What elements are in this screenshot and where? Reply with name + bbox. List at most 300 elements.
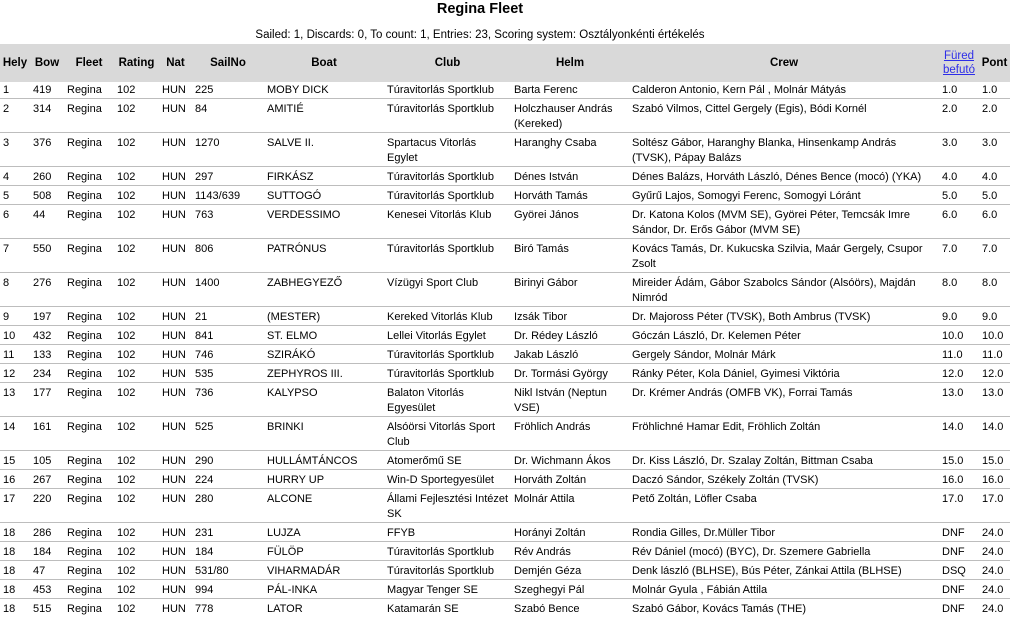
cell-nat: HUN [162, 565, 186, 577]
col-helm: Helm [511, 44, 629, 82]
cell-bow: 177 [33, 387, 52, 399]
cell-sailno: 525 [195, 421, 214, 433]
cell-race: 16.0 [942, 474, 964, 486]
cell-hely: 17 [3, 493, 16, 505]
cell-pont: 13.0 [982, 387, 1004, 399]
cell-crew: Mireider Ádám, Gábor Szabolcs Sándor (Alsóörs), Majdán Nimród [632, 277, 916, 304]
cell-helm: Dénes István [514, 171, 579, 183]
cell-pont: 2.0 [982, 103, 998, 115]
cell-rating: 102 [117, 584, 136, 596]
cell-rating: 102 [117, 493, 136, 505]
cell-race: 9.0 [942, 311, 958, 323]
cell-boat: SZIRÁKÓ [267, 349, 316, 361]
results-summary: Sailed: 1, Discards: 0, To count: 1, Entries: 23, Scoring system: Osztályonkénti értékelés [255, 29, 705, 41]
cell-nat: HUN [162, 190, 186, 202]
cell-club: Túravitorlás Sportklub [387, 546, 494, 558]
cell-bow: 508 [33, 190, 52, 202]
cell-nat: HUN [162, 103, 186, 115]
cell-race: 6.0 [942, 209, 958, 221]
cell-helm: Holczhauser András (Kereked) [514, 103, 613, 130]
cell-sailno: 778 [195, 603, 214, 615]
cell-hely: 8 [3, 277, 10, 289]
cell-crew: Calderon Antonio, Kern Pál , Molnár Mátyás [632, 84, 847, 96]
cell-pont: 8.0 [982, 277, 998, 289]
cell-crew: Dr. Majoross Péter (TVSK), Both Ambrus (TVSK) [632, 311, 871, 323]
table-row [0, 188, 1010, 205]
cell-club: Vízügyi Sport Club [387, 277, 479, 289]
cell-helm: Györei János [514, 209, 579, 221]
cell-helm: Szeghegyi Pál [514, 584, 585, 596]
col-sailno: SailNo [192, 44, 264, 82]
cell-sailno: 1270 [195, 137, 220, 149]
cell-sailno: 290 [195, 455, 214, 467]
cell-sailno: 21 [195, 311, 208, 323]
cell-club: Spartacus Vitorlás Egylet [387, 137, 477, 164]
cell-fleet: Regina [67, 84, 102, 96]
cell-bow: 432 [33, 330, 52, 342]
results-table [0, 44, 1010, 617]
cell-club: Win-D Sportegyesület [387, 474, 494, 486]
cell-hely: 18 [3, 584, 16, 596]
cell-pont: 24.0 [982, 584, 1004, 596]
cell-helm: Nikl István (Neptun VSE) [514, 387, 607, 414]
cell-pont: 14.0 [982, 421, 1004, 433]
cell-boat: BRINKI [267, 421, 304, 433]
cell-fleet: Regina [67, 584, 102, 596]
cell-nat: HUN [162, 209, 186, 221]
cell-fleet: Regina [67, 103, 102, 115]
cell-nat: HUN [162, 421, 186, 433]
cell-fleet: Regina [67, 349, 102, 361]
cell-pont: 24.0 [982, 603, 1004, 615]
cell-fleet: Regina [67, 546, 102, 558]
cell-boat: VIHARMADÁR [267, 565, 341, 577]
cell-race: DNF [942, 584, 965, 596]
col-hely: Hely [0, 44, 30, 82]
cell-bow: 419 [33, 84, 52, 96]
cell-nat: HUN [162, 311, 186, 323]
cell-nat: HUN [162, 171, 186, 183]
cell-hely: 14 [3, 421, 16, 433]
cell-rating: 102 [117, 527, 136, 539]
col-crew: Crew [629, 44, 939, 82]
cell-crew: Gyűrű Lajos, Somogyi Ferenc, Somogyi Lóránt [632, 190, 861, 202]
cell-crew: Daczó Sándor, Székely Zoltán (TVSK) [632, 474, 819, 486]
cell-boat: ALCONE [267, 493, 313, 505]
cell-sailno: 184 [195, 546, 214, 558]
cell-pont: 16.0 [982, 474, 1004, 486]
cell-club: Kenesei Vitorlás Klub [387, 209, 492, 221]
cell-race: 7.0 [942, 243, 958, 255]
cell-nat: HUN [162, 243, 186, 255]
cell-nat: HUN [162, 84, 186, 96]
cell-crew: Rév Dániel (mocó) (BYC), Dr. Szemere Gabriella [632, 546, 871, 558]
table-row [0, 525, 1010, 542]
cell-sailno: 84 [195, 103, 208, 115]
cell-pont: 24.0 [982, 546, 1004, 558]
cell-club: Alsóörsi Vitorlás Sport Club [387, 421, 496, 448]
cell-rating: 102 [117, 209, 136, 221]
cell-fleet: Regina [67, 311, 102, 323]
cell-fleet: Regina [67, 209, 102, 221]
cell-rating: 102 [117, 546, 136, 558]
cell-race: 1.0 [942, 84, 958, 96]
cell-boat: ST. ELMO [267, 330, 318, 342]
cell-boat: HURRY UP [267, 474, 325, 486]
cell-pont: 15.0 [982, 455, 1004, 467]
cell-bow: 161 [33, 421, 52, 433]
cell-race: DNF [942, 527, 965, 539]
cell-nat: HUN [162, 137, 186, 149]
cell-sailno: 1143/639 [195, 190, 241, 202]
cell-helm: Barta Ferenc [514, 84, 578, 96]
cell-race: 8.0 [942, 277, 958, 289]
cell-bow: 267 [33, 474, 52, 486]
cell-hely: 13 [3, 387, 16, 399]
cell-nat: HUN [162, 330, 186, 342]
cell-hely: 18 [3, 527, 16, 539]
cell-helm: Izsák Tibor [514, 311, 568, 323]
cell-pont: 11.0 [982, 349, 1003, 361]
cell-race: 3.0 [942, 137, 958, 149]
cell-sailno: 1400 [195, 277, 220, 289]
cell-sailno: 841 [195, 330, 214, 342]
cell-boat: PATRÓNUS [267, 243, 327, 255]
table-row [0, 101, 1010, 133]
cell-hely: 11 [3, 349, 15, 361]
table-row [0, 419, 1010, 451]
cell-club: Túravitorlás Sportklub [387, 190, 494, 202]
cell-bow: 47 [33, 565, 46, 577]
cell-bow: 550 [33, 243, 52, 255]
cell-fleet: Regina [67, 565, 102, 577]
cell-boat: FIRKÁSZ [267, 171, 314, 183]
cell-pont: 3.0 [982, 137, 998, 149]
cell-fleet: Regina [67, 171, 102, 183]
cell-hely: 18 [3, 546, 16, 558]
cell-pont: 12.0 [982, 368, 1004, 380]
cell-hely: 9 [3, 311, 10, 323]
cell-rating: 102 [117, 171, 136, 183]
cell-fleet: Regina [67, 387, 102, 399]
table-row [0, 582, 1010, 599]
table-row [0, 275, 1010, 307]
cell-helm: Fröhlich András [514, 421, 591, 433]
cell-sailno: 763 [195, 209, 214, 221]
cell-rating: 102 [117, 311, 136, 323]
cell-hely: 3 [3, 137, 10, 149]
cell-hely: 5 [3, 190, 10, 202]
cell-race: 11.0 [942, 349, 963, 361]
cell-helm: Horváth Zoltán [514, 474, 587, 486]
cell-bow: 453 [33, 584, 52, 596]
cell-bow: 105 [33, 455, 52, 467]
cell-crew: Gergely Sándor, Molnár Márk [632, 349, 776, 361]
table-row [0, 563, 1010, 580]
col-rating: Rating [114, 44, 159, 82]
table-row [0, 491, 1010, 523]
cell-fleet: Regina [67, 527, 102, 539]
col-pont: Pont [979, 44, 1010, 82]
cell-pont: 6.0 [982, 209, 998, 221]
cell-helm: Demjén Géza [514, 565, 582, 577]
cell-race: DSQ [942, 565, 966, 577]
cell-helm: Biró Tamás [514, 243, 569, 255]
cell-boat: PÁL-INKA [267, 584, 318, 596]
cell-nat: HUN [162, 474, 186, 486]
cell-nat: HUN [162, 349, 186, 361]
cell-rating: 102 [117, 387, 136, 399]
cell-crew: Szabó Gábor, Kovács Tamás (THE) [632, 603, 807, 615]
cell-helm: Molnár Attila [514, 493, 575, 505]
table-row [0, 544, 1010, 561]
cell-bow: 44 [33, 209, 46, 221]
cell-sailno: 280 [195, 493, 214, 505]
cell-sailno: 531/80 [195, 565, 229, 577]
cell-sailno: 746 [195, 349, 214, 361]
cell-rating: 102 [117, 243, 136, 255]
cell-fleet: Regina [67, 455, 102, 467]
cell-club: Atomerőmű SE [387, 455, 462, 467]
cell-helm: Szabó Bence [514, 603, 580, 615]
cell-boat: ZEPHYROS III. [267, 368, 343, 380]
cell-helm: Horányi Zoltán [514, 527, 586, 539]
cell-crew: Fröhlichné Hamar Edit, Fröhlich Zoltán [632, 421, 821, 433]
col-fleet: Fleet [64, 44, 114, 82]
cell-hely: 10 [3, 330, 16, 342]
cell-hely: 6 [3, 209, 10, 221]
page-title: Regina Fleet [436, 1, 524, 17]
cell-bow: 286 [33, 527, 52, 539]
cell-nat: HUN [162, 546, 186, 558]
results-body [0, 82, 1010, 617]
cell-rating: 102 [117, 277, 136, 289]
cell-boat: VERDESSIMO [267, 209, 341, 221]
cell-bow: 197 [33, 311, 52, 323]
cell-boat: LUJZA [267, 527, 301, 539]
cell-race: 14.0 [942, 421, 964, 433]
cell-pont: 24.0 [982, 565, 1004, 577]
cell-hely: 15 [3, 455, 16, 467]
cell-club: Túravitorlás Sportklub [387, 84, 494, 96]
cell-sailno: 224 [195, 474, 214, 486]
cell-nat: HUN [162, 527, 186, 539]
cell-crew: Dr. Krémer András (OMFB VK), Forrai Tamás [632, 387, 853, 399]
cell-fleet: Regina [67, 421, 102, 433]
table-row [0, 385, 1010, 417]
cell-helm: Birinyi Gábor [514, 277, 578, 289]
cell-hely: 7 [3, 243, 10, 255]
cell-helm: Dr. Rédey László [514, 330, 598, 342]
cell-fleet: Regina [67, 277, 102, 289]
cell-pont: 4.0 [982, 171, 998, 183]
cell-rating: 102 [117, 349, 136, 361]
cell-club: Túravitorlás Sportklub [387, 349, 494, 361]
cell-sailno: 806 [195, 243, 214, 255]
cell-fleet: Regina [67, 137, 102, 149]
cell-crew: Dénes Balázs, Horváth László, Dénes Bence (mocó) (YKA) [632, 171, 922, 183]
col-club: Club [384, 44, 511, 82]
cell-race: 2.0 [942, 103, 958, 115]
cell-crew: Ránky Péter, Kola Dániel, Gyimesi Viktória [632, 368, 840, 380]
cell-crew: Szabó Vilmos, Cittel Gergely (Egis), Bódi Kornél [632, 103, 867, 115]
cell-nat: HUN [162, 584, 186, 596]
header-row [0, 44, 1010, 82]
cell-nat: HUN [162, 603, 186, 615]
cell-rating: 102 [117, 330, 136, 342]
cell-sailno: 231 [195, 527, 214, 539]
cell-rating: 102 [117, 103, 136, 115]
cell-pont: 7.0 [982, 243, 998, 255]
col-boat: Boat [264, 44, 384, 82]
cell-helm: Rév András [514, 546, 571, 558]
cell-club: FFYB [387, 527, 416, 539]
cell-bow: 260 [33, 171, 52, 183]
cell-hely: 18 [3, 565, 16, 577]
cell-club: Állami Fejlesztési Intézet SK [387, 493, 509, 520]
cell-rating: 102 [117, 455, 136, 467]
table-row [0, 309, 1010, 326]
cell-crew: Molnár Gyula , Fábián Attila [632, 584, 768, 596]
cell-club: Túravitorlás Sportklub [387, 243, 494, 255]
cell-sailno: 994 [195, 584, 214, 596]
cell-nat: HUN [162, 368, 186, 380]
cell-bow: 133 [33, 349, 52, 361]
cell-pont: 1.0 [982, 84, 998, 96]
cell-helm: Haranghy Csaba [514, 137, 597, 149]
cell-helm: Horváth Tamás [514, 190, 588, 202]
cell-pont: 10.0 [982, 330, 1004, 342]
cell-race: DNF [942, 603, 965, 615]
cell-crew: Rondia Gilles, Dr.Müller Tibor [632, 527, 776, 539]
cell-race: DNF [942, 546, 965, 558]
cell-boat: LATOR [267, 603, 303, 615]
cell-bow: 376 [33, 137, 52, 149]
cell-race: 13.0 [942, 387, 964, 399]
cell-nat: HUN [162, 493, 186, 505]
cell-club: Túravitorlás Sportklub [387, 565, 494, 577]
cell-rating: 102 [117, 474, 136, 486]
cell-pont: 5.0 [982, 190, 998, 202]
cell-race: 12.0 [942, 368, 964, 380]
cell-boat: SALVE II. [267, 137, 314, 149]
cell-boat: ZABHEGYEZŐ [267, 277, 343, 289]
cell-hely: 16 [3, 474, 16, 486]
cell-race: 5.0 [942, 190, 958, 202]
cell-bow: 234 [33, 368, 52, 380]
cell-club: Lellei Vitorlás Egylet [387, 330, 486, 342]
cell-rating: 102 [117, 421, 136, 433]
cell-rating: 102 [117, 565, 136, 577]
cell-fleet: Regina [67, 368, 102, 380]
cell-nat: HUN [162, 455, 186, 467]
cell-race: 4.0 [942, 171, 958, 183]
col-nat: Nat [159, 44, 192, 82]
cell-fleet: Regina [67, 190, 102, 202]
table-row [0, 82, 1010, 99]
cell-club: Túravitorlás Sportklub [387, 103, 494, 115]
table-row [0, 169, 1010, 186]
cell-boat: AMITIÉ [267, 103, 304, 115]
cell-club: Kereked Vitorlás Klub [387, 311, 493, 323]
cell-bow: 515 [33, 603, 52, 615]
cell-club: Túravitorlás Sportklub [387, 171, 494, 183]
cell-club: Balaton Vitorlás Egyesület [387, 387, 464, 414]
table-row [0, 207, 1010, 239]
table-row [0, 453, 1010, 470]
cell-nat: HUN [162, 387, 186, 399]
cell-sailno: 297 [195, 171, 214, 183]
cell-fleet: Regina [67, 493, 102, 505]
cell-fleet: Regina [67, 330, 102, 342]
cell-club: Katamarán SE [387, 603, 459, 615]
cell-club: Túravitorlás Sportklub [387, 368, 494, 380]
cell-crew: Góczán László, Dr. Kelemen Péter [632, 330, 801, 342]
cell-crew: Pető Zoltán, Löfler Csaba [632, 493, 757, 505]
cell-race: 15.0 [942, 455, 964, 467]
cell-bow: 220 [33, 493, 52, 505]
cell-crew: Kovács Tamás, Dr. Kukucska Szilvia, Maár Gergely, Csupor Zsolt [632, 243, 923, 270]
cell-helm: Jakab László [514, 349, 579, 361]
cell-club: Magyar Tenger SE [387, 584, 478, 596]
table-row [0, 328, 1010, 345]
cell-rating: 102 [117, 84, 136, 96]
cell-pont: 17.0 [982, 493, 1004, 505]
cell-rating: 102 [117, 368, 136, 380]
cell-crew: Denk lászló (BLHSE), Bús Péter, Zánkai Attila (BLHSE) [632, 565, 902, 577]
cell-boat: MOBY DICK [267, 84, 329, 96]
cell-crew: Dr. Kiss László, Dr. Szalay Zoltán, Bittman Csaba [632, 455, 873, 467]
cell-sailno: 736 [195, 387, 214, 399]
cell-helm: Dr. Tormási György [514, 368, 608, 380]
table-row [0, 366, 1010, 383]
table-row [0, 135, 1010, 167]
cell-hely: 4 [3, 171, 10, 183]
cell-bow: 276 [33, 277, 52, 289]
cell-boat: FÜLÖP [267, 546, 304, 558]
cell-rating: 102 [117, 190, 136, 202]
cell-crew: Dr. Katona Kolos (MVM SE), Györei Péter, Temcsák Imre Sándor, Dr. Erős Gábor (MVM SE) [632, 209, 910, 236]
cell-fleet: Regina [67, 243, 102, 255]
cell-rating: 102 [117, 137, 136, 149]
cell-hely: 2 [3, 103, 10, 115]
cell-boat: KALYPSO [267, 387, 318, 399]
cell-fleet: Regina [67, 474, 102, 486]
cell-crew: Soltész Gábor, Haranghy Blanka, Hinsenkamp András (TVSK), Pápay Balázs [632, 137, 897, 164]
table-row [0, 241, 1010, 273]
table-row [0, 601, 1010, 617]
cell-race: 10.0 [942, 330, 964, 342]
table-row [0, 472, 1010, 489]
cell-fleet: Regina [67, 603, 102, 615]
cell-sailno: 535 [195, 368, 214, 380]
cell-helm: Dr. Wichmann Ákos [514, 455, 611, 467]
cell-pont: 9.0 [982, 311, 998, 323]
cell-boat: SUTTOGÓ [267, 190, 322, 202]
cell-sailno: 225 [195, 84, 214, 96]
cell-race: 17.0 [942, 493, 964, 505]
cell-bow: 314 [33, 103, 52, 115]
cell-hely: 1 [3, 84, 10, 96]
cell-hely: 12 [3, 368, 16, 380]
cell-nat: HUN [162, 277, 186, 289]
cell-boat: (MESTER) [267, 311, 321, 323]
cell-pont: 24.0 [982, 527, 1004, 539]
cell-bow: 184 [33, 546, 52, 558]
cell-boat: HULLÁMTÁNCOS [267, 455, 358, 467]
race-link-fured-befuto[interactable]: Füred befutó [939, 44, 979, 82]
table-row [0, 347, 1010, 364]
